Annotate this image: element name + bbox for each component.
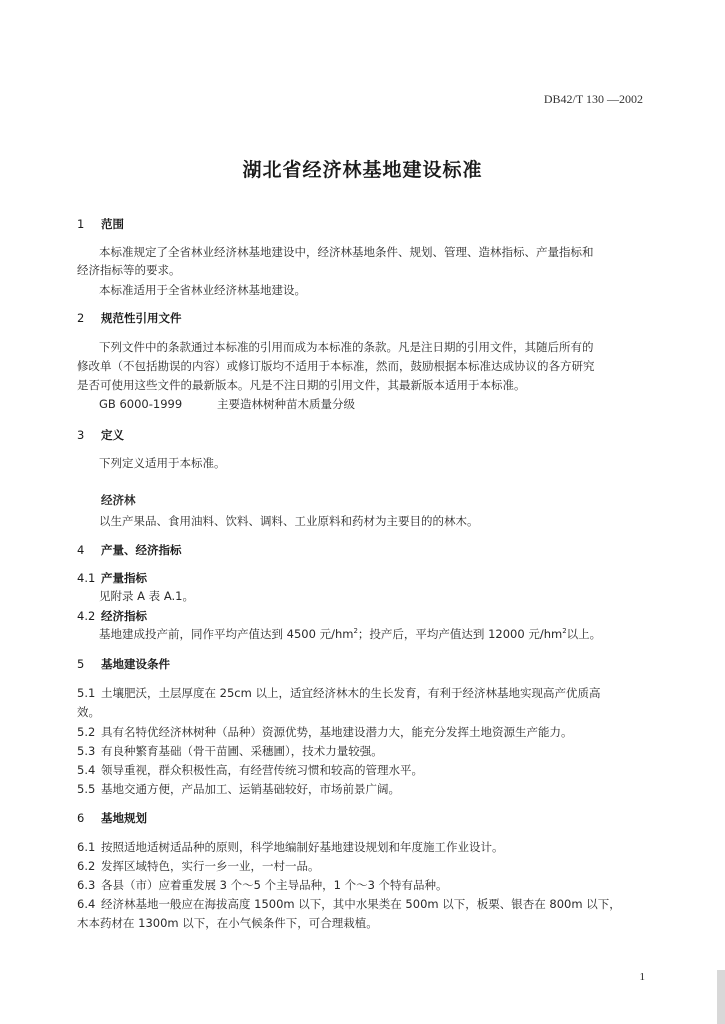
paragraph-line: 经济指标等的要求。 [77,263,181,277]
section-4-heading [77,542,647,558]
clause-text: 土壤肥沃，土层厚度在 25cm 以上，适宜经济林木的生长发育，有利于经济林基地实现高产优质高 [101,686,601,700]
subsection-number: 4.1 [77,571,96,585]
paragraph-line: 效。 [77,705,100,719]
page-number: 1 [639,971,645,983]
clause-5-5 [77,781,647,797]
subsection-number: 4.2 [77,609,96,623]
paragraph-line: 修改单（不包括勘误的内容）或修订版均不适用于本标准，然而，鼓励根据本标准达成协议的各方研究 [77,359,595,373]
text-part: 以上。 [566,627,602,641]
clause-text: 发挥区域特色，实行一乡一业，一村一品。 [101,859,320,873]
document-title: 湖北省经济林基地建设标准 [242,159,483,181]
paragraph-line: 木本药材在 1300m 以下，在小气候条件下，可合理栽植。 [77,916,378,930]
paragraph-line: 本标准适用于全省林业经济林基地建设。 [99,283,306,297]
section-title: 基地建设条件 [101,657,170,671]
clause-text: 具有名特优经济林树种（品种）资源优势，基地建设潜力大，能充分发挥土地资源生产能力。 [101,725,573,739]
section-number: 2 [77,311,85,325]
section-title: 范围 [101,217,124,231]
section-3-heading [77,427,647,443]
economic-indicator-text [99,626,669,642]
section-5-heading [77,656,647,672]
section-number: 1 [77,217,85,231]
clause-number: 6.2 [77,859,96,873]
subsection-title: 产量指标 [101,571,147,585]
clause-6-4 [77,896,647,912]
clause-number: 6.4 [77,897,96,911]
section-number: 3 [77,428,85,442]
clause-text: 有良种繁育基础（骨干苗圃、采穗圃），技术力量较强。 [101,744,383,758]
clause-number: 6.3 [77,878,96,892]
section-number: 6 [77,811,85,825]
paragraph-line: 本标准规定了全省林业经济林基地建设中，经济林基地条件、规划、管理、造林指标、产量指标和 [99,245,594,259]
section-title: 基地规划 [101,811,147,825]
clause-number: 5.2 [77,725,96,739]
clause-number: 6.1 [77,840,96,854]
clause-5-4 [77,762,647,778]
clause-number: 5.1 [77,686,96,700]
clause-text: 各县（市）应着重发展 3 个～5 个主导品种，1 个～3 个特有品种。 [101,878,448,892]
standard-number: GB 6000-1999 [99,397,183,411]
term-definition: 以生产果品、食用油料、饮料、调料、工业原料和药材为主要目的的林木。 [99,514,479,528]
clause-text: 基地交通方便，产品加工、运销基础较好，市场前景广阔。 [101,782,400,796]
clause-6-1 [77,839,647,855]
paragraph-line: 是否可使用这些文件的最新版本。凡是不注日期的引用文件，其最新版本适用于本标准。 [77,378,526,392]
section-number: 4 [77,543,85,557]
clause-number: 5.4 [77,763,96,777]
section-number: 5 [77,657,85,671]
section-1-heading [77,216,647,232]
clause-text: 领导重视，群众积极性高，有经营传统习惯和较高的管理水平。 [101,763,423,777]
section-title: 定义 [101,428,124,442]
paragraph-line: 下列定义适用于本标准。 [99,456,226,470]
standard-title: 主要造林树种苗木质量分级 [217,397,355,411]
clause-number: 5.5 [77,782,96,796]
clause-6-2 [77,858,647,874]
clause-6-3 [77,877,647,893]
subsection-title: 经济指标 [101,609,147,623]
section-title: 产量、经济指标 [101,543,182,557]
section-6-heading [77,810,647,826]
section-2-heading [77,310,647,326]
clause-text: 经济林基地一般应在海拔高度 1500m 以下，其中水果类在 500m 以下，板栗、银杏在 800m 以下， [101,897,621,911]
subsection-4-2-heading [77,608,647,624]
superscript: 2 [353,627,358,636]
clause-text: 按照适地适树适品种的原则，科学地编制好基地建设规划和年度施工作业设计。 [101,840,504,854]
normative-reference [99,396,669,412]
term-label: 经济林 [101,493,136,507]
clause-5-1 [77,685,647,701]
clause-number: 5.3 [77,744,96,758]
superscript: 2 [562,627,567,636]
text-part: ；投产后，平均产值达到 12000 元/hm [357,627,563,641]
scan-edge-shadow [717,970,725,1024]
subsection-4-1-heading [77,570,647,586]
paragraph-line: 见附录 A 表 A.1。 [99,589,194,603]
clause-5-2 [77,724,647,740]
paragraph-line: 下列文件中的条款通过本标准的引用而成为本标准的条款。凡是注日期的引用文件，其随后所有的 [99,340,594,354]
document-code: DB42/T 130 —2002 [543,92,643,106]
clause-5-3 [77,743,647,759]
text-part: 基地建成投产前，同作平均产值达到 4500 元/hm [99,627,354,641]
section-title: 规范性引用文件 [101,311,182,325]
